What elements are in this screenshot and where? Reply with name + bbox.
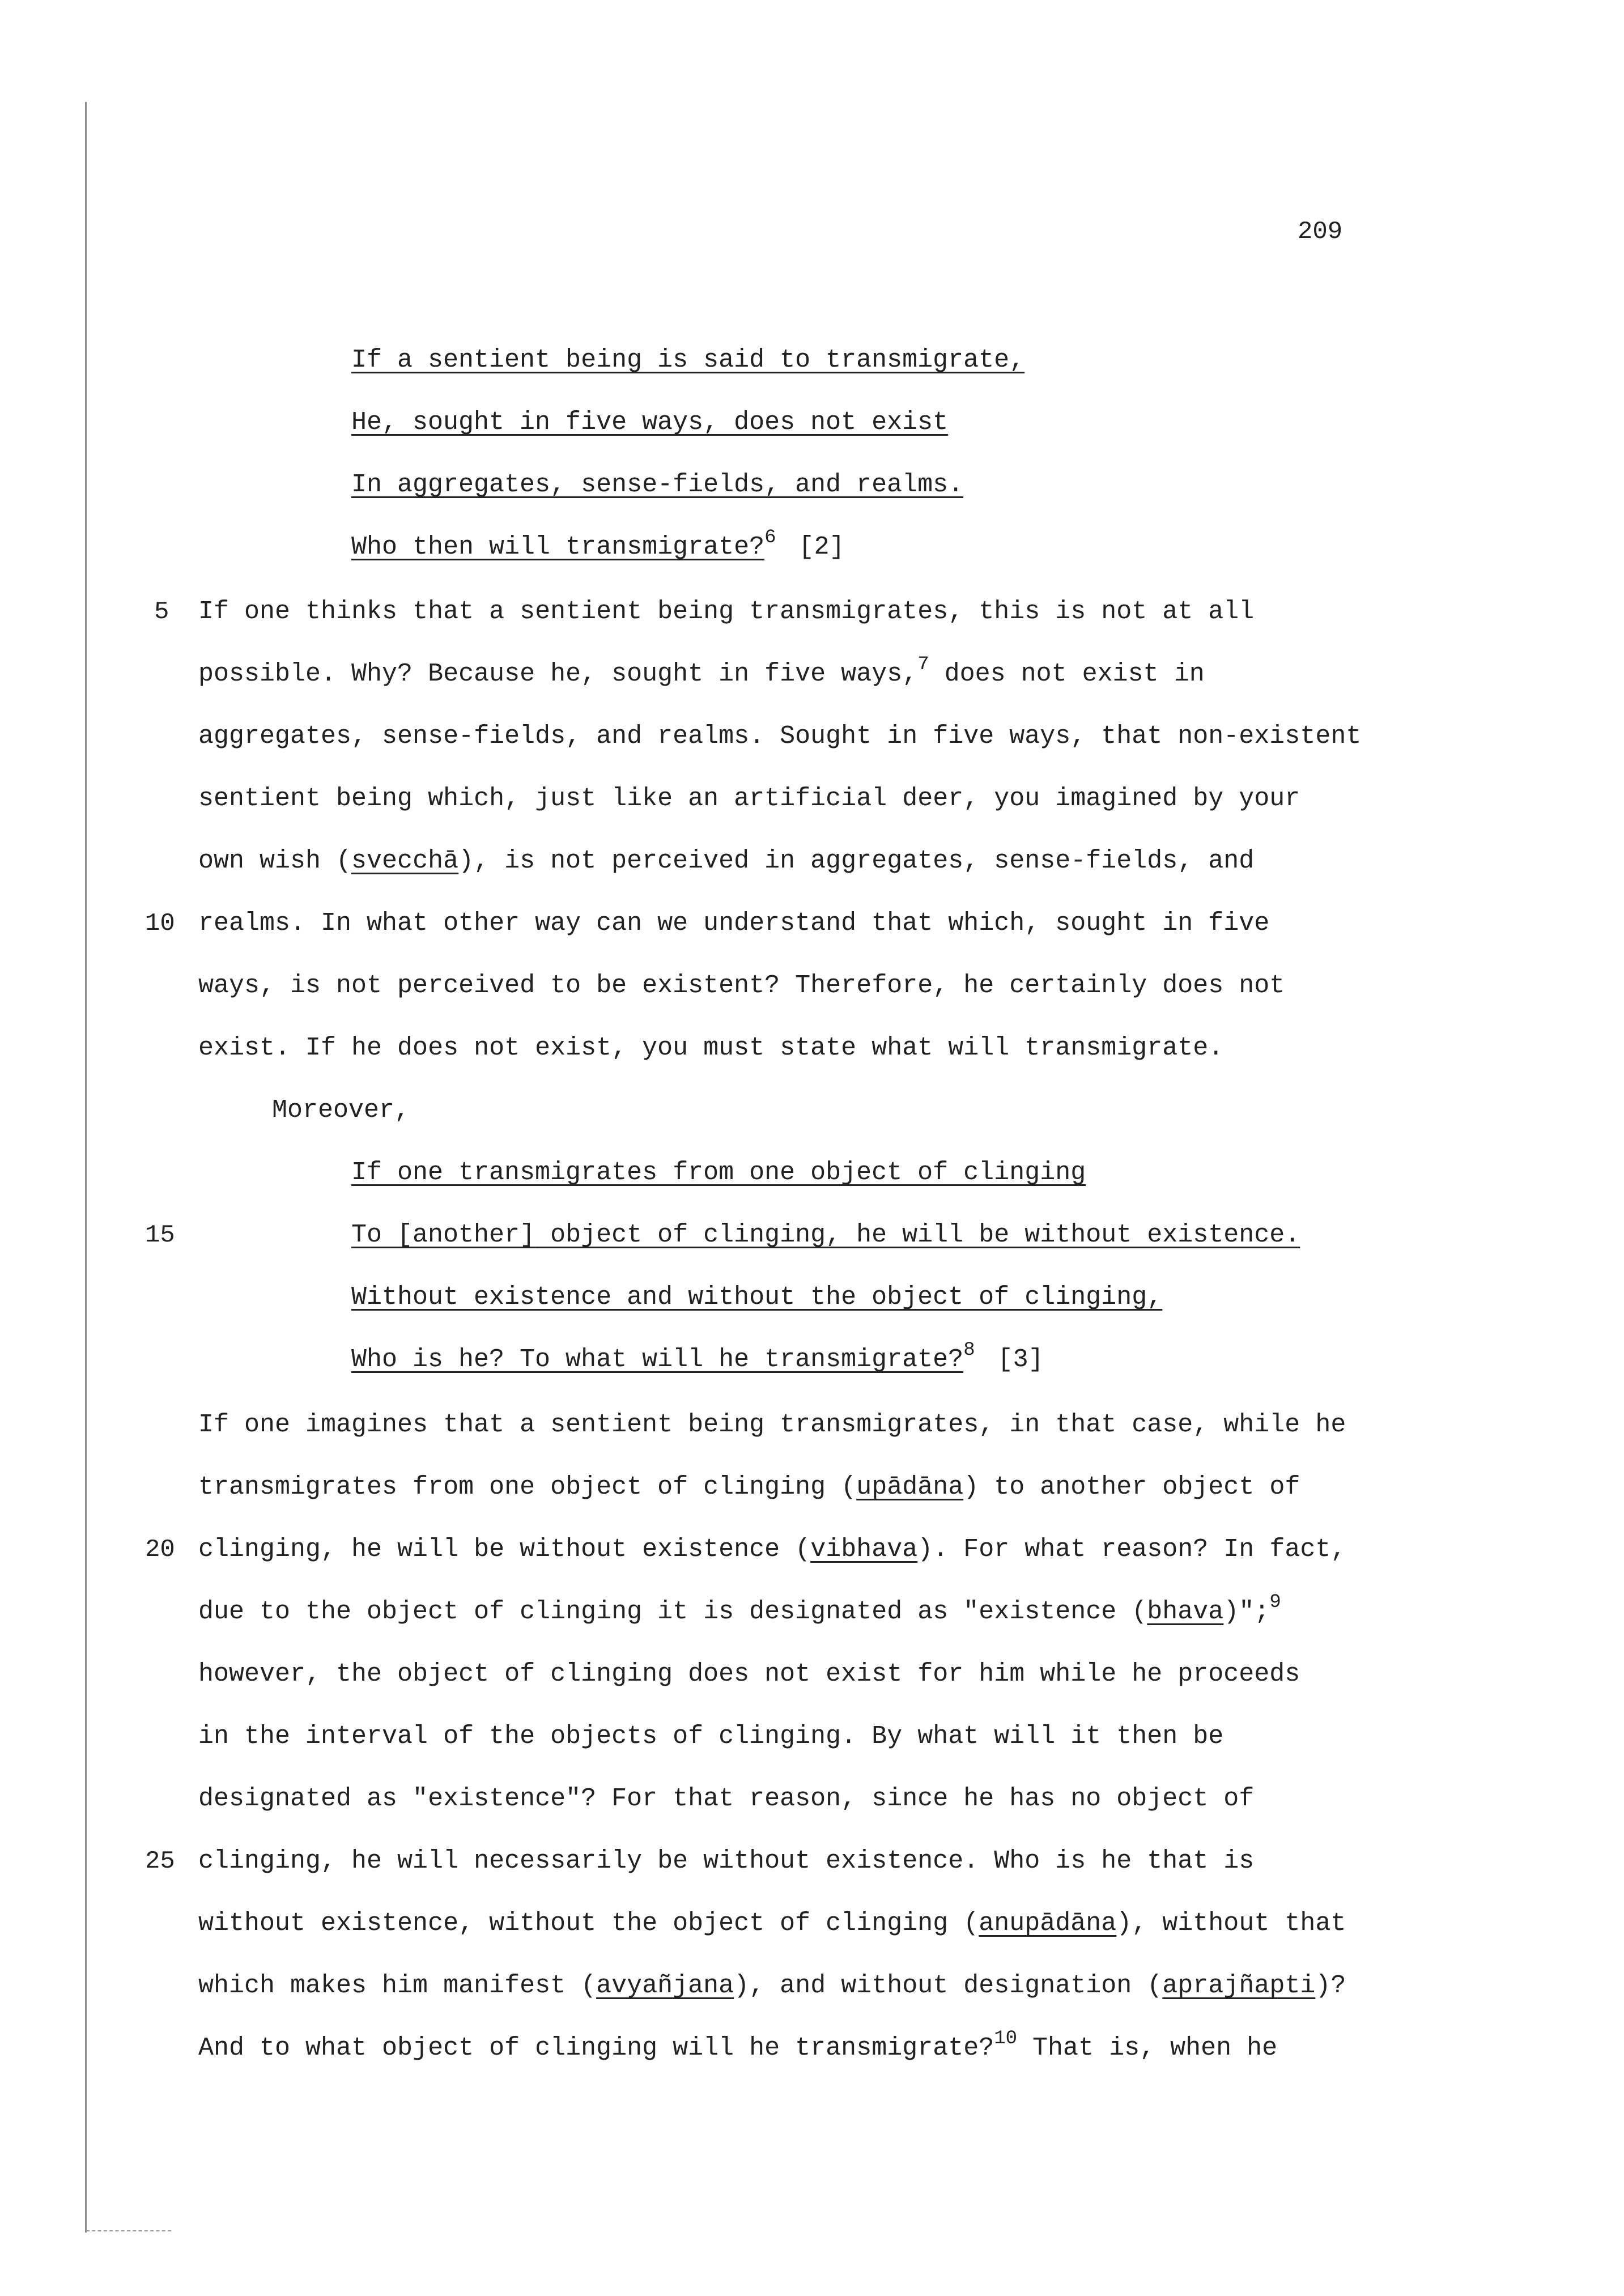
para-2-line-4a: due to the object of clinging it is designated as "existence ( [198, 1597, 1147, 1626]
verse-3-line-3: Without existence and without the object of clinging, [351, 1283, 1163, 1312]
term-avyañjana: avyañjana [596, 1971, 734, 2000]
para-1-line-5b: ), is not perceived in aggregates, sense-fields, and [458, 847, 1255, 875]
para-1-line-4: sentient being which, just like an artificial deer, you imagined by your [198, 784, 1300, 813]
para-2-line-10c: )? [1315, 1971, 1346, 2000]
para-1-line-5 [198, 844, 1254, 878]
verse-2-line-2: He, sought in five ways, does not exist [351, 408, 949, 437]
para-1-line-2b: does not exist in [929, 660, 1205, 688]
para-1-line-2 [198, 654, 1205, 691]
line-number-10: 10 [145, 909, 175, 938]
term-bhava: bhava [1147, 1597, 1224, 1626]
para-2-line-9 [198, 1907, 1346, 1941]
verse-2-line-4-text: Who then will transmigrate? [351, 533, 765, 562]
para-1-line-1: If one thinks that a sentient being transmigrates, this is not at all [198, 597, 1255, 626]
para-2-line-5: however, the object of clinging does not exist for him while he proceeds [198, 1660, 1300, 1689]
para-2-line-10 [198, 1969, 1346, 2003]
para-2-line-2a: transmigrates from one object of clinging ( [198, 1473, 857, 1502]
verse-3-line-4-text: Who is he? To what will he transmigrate? [351, 1345, 964, 1374]
para-1-line-8: exist. If he does not exist, you must state what will transmigrate. [198, 1034, 1224, 1062]
footnote-7: 7 [917, 654, 929, 675]
verse-3-line-4 [351, 1340, 1044, 1377]
term-svecchā: svecchā [351, 847, 459, 875]
para-2-line-2b: ) to another object of [963, 1473, 1300, 1502]
verse-2-line-3: In aggregates, sense-fields, and realms. [351, 470, 964, 499]
page-number: 209 [1298, 218, 1343, 246]
para-1-line-5a: own wish ( [198, 847, 352, 875]
para-2-line-3a: clinging, he will be without existence ( [198, 1535, 811, 1564]
para-2-line-10a: which makes him manifest ( [198, 1971, 597, 2000]
verse-3-ref: [3] [997, 1345, 1044, 1374]
para-2-line-4b: )"; [1223, 1597, 1270, 1626]
para-1-line-2a: possible. Why? Because he, sought in five ways, [198, 660, 918, 688]
verse-2-line-1: If a sentient being is said to transmigrate, [351, 346, 1025, 375]
para-2-line-1: If one imagines that a sentient being transmigrates, in that case, while he [198, 1410, 1346, 1439]
margin-foot-rule [86, 2230, 171, 2231]
para-2-line-11 [198, 2028, 1278, 2065]
moreover-line: Moreover, [272, 1096, 410, 1125]
para-2-line-11a: And to what object of clinging will he transmigrate? [198, 2034, 994, 2063]
footnote-10: 10 [994, 2028, 1018, 2050]
left-margin-rule [85, 102, 87, 2233]
verse-2-ref: [2] [798, 533, 845, 562]
term-upādāna: upādāna [856, 1473, 964, 1502]
verse-3-line-2 [351, 1218, 1300, 1252]
para-2-line-11b: That is, when he [1017, 2034, 1278, 2063]
verse-3-line-2a: To [351, 1221, 398, 1249]
verse-3-line-2b: object of clinging, he will be without existence. [535, 1221, 1300, 1249]
para-2-line-9a: without existence, without the object of clinging ( [198, 1909, 979, 1938]
footnote-6: 6 [764, 527, 776, 549]
verse-3-bracket: [another] [397, 1221, 535, 1249]
para-2-line-8: clinging, he will necessarily be without existence. Who is he that is [198, 1847, 1255, 1876]
para-1-line-6: realms. In what other way can we understand that which, sought in five [198, 909, 1270, 938]
term-aprajñapti: aprajñapti [1162, 1971, 1316, 2000]
line-number-15: 15 [145, 1221, 175, 1249]
para-2-line-7: designated as "existence"? For that reason, since he has no object of [198, 1784, 1255, 1813]
para-1-line-7: ways, is not perceived to be existent? Therefore, he certainly does not [198, 971, 1285, 1000]
para-2-line-3b: ). For what reason? In fact, [917, 1535, 1346, 1564]
footnote-9: 9 [1269, 1592, 1281, 1613]
line-number-25: 25 [145, 1847, 175, 1876]
para-2-line-4 [198, 1592, 1281, 1629]
term-vibhava: vibhava [810, 1535, 918, 1564]
line-number-5: 5 [154, 598, 169, 626]
para-2-line-3 [198, 1533, 1346, 1567]
line-number-20: 20 [145, 1536, 175, 1564]
para-2-line-2 [198, 1470, 1300, 1504]
para-2-line-9b: ), without that [1116, 1909, 1346, 1938]
footnote-8: 8 [963, 1340, 975, 1361]
term-anupādāna: anupādāna [979, 1909, 1117, 1938]
para-2-line-6: in the interval of the objects of clinging. By what will it then be [198, 1722, 1224, 1751]
verse-3-line-1: If one transmigrates from one object of clinging [351, 1158, 1086, 1187]
para-1-line-3: aggregates, sense-fields, and realms. Sought in five ways, that non-existent [198, 722, 1362, 751]
verse-2-line-4 [351, 527, 845, 564]
para-2-line-10b: ), and without designation ( [734, 1971, 1163, 2000]
